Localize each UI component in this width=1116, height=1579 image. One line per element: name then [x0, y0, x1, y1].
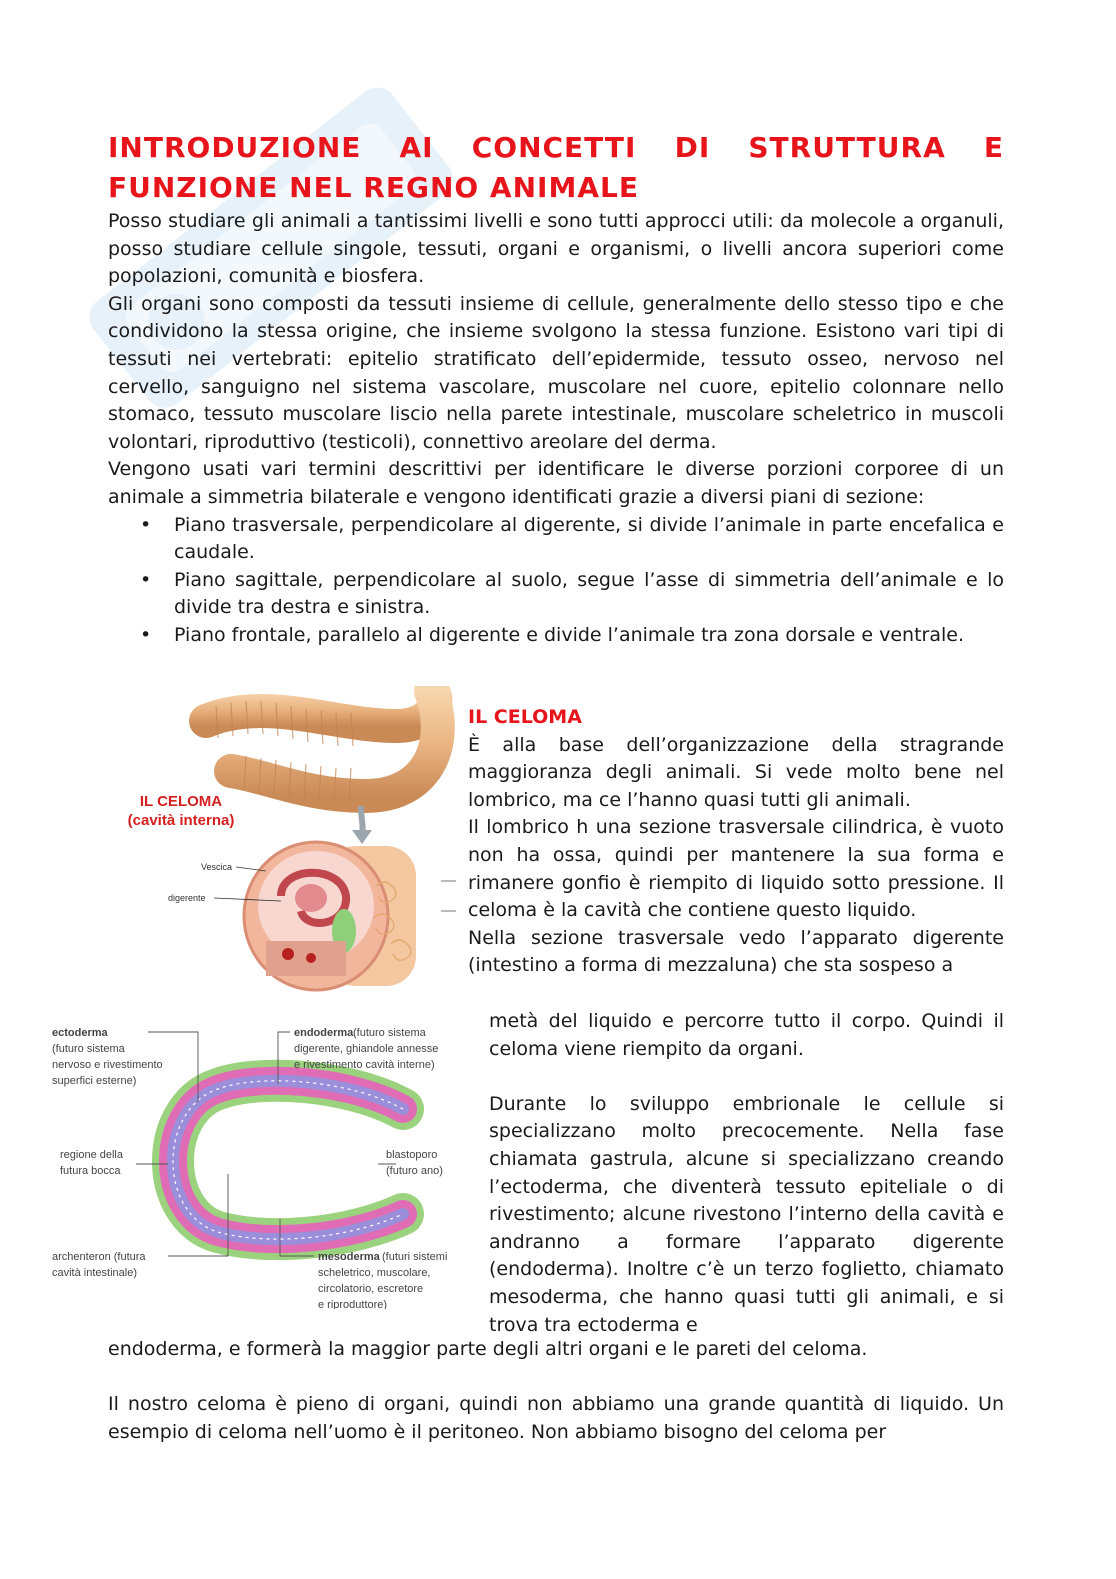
mesoderma-title: mesoderma: [318, 1251, 380, 1263]
fig-celoma-label: IL CELOMA: [139, 793, 223, 810]
endoderma-title: endoderma: [294, 1027, 354, 1039]
page-title: [108, 128, 1004, 208]
ectoderma-line-3: superfici esterne): [52, 1075, 137, 1087]
celoma-paragraph-4: Durante lo sviluppo embrionale le cellule si specializzano molto precocemente. Nella fase chiamata gastrula, alcune si specializzano creando l’ectoderma, che diventerà tessuto epiteliale o di rivestimento; alcune rivestono l’interno della cavità e andranno a formare l’apparato digerente (endoderma). Inoltre c’è un terzo foglietto, chiamato mesoderma, che hanno quasi tutti gli animali, e si trova tra ectoderma e: [489, 1092, 1004, 1336]
earthworm-figure: [106, 686, 456, 996]
mesoderma-line-4: e riproduttore): [318, 1299, 388, 1309]
celoma-text-column-2: [489, 1008, 1004, 1339]
blastoporo-line-1: blastoporo: [386, 1149, 438, 1161]
spacer: [108, 1364, 1004, 1392]
celoma-paragraph-3b: metà del liquido e percorre tutto il corpo. Quindi il celoma viene riempito da organi.: [489, 1010, 1004, 1060]
gastrula-figure: [48, 1014, 468, 1309]
celoma-paragraph-1: È alla base dell’organizzazione della stragrande maggioranza degli animali. Si vede molto bene nel lombrico, ma ce l’hanno quasi tutti gli animali.: [468, 733, 1004, 811]
mesoderma-line-2: scheletrico, muscolare,: [318, 1267, 431, 1279]
page-title-line-2: FUNZIONE NEL REGNO ANIMALE: [108, 171, 639, 204]
mesoderma-line-1: (futuri sistemi: [382, 1251, 448, 1263]
endoderma-line-2: digerente, ghiandole annesse: [294, 1043, 439, 1055]
celoma-paragraph-4-end: endoderma, e formerà la maggior parte degli altri organi e le pareti del celoma.: [108, 1338, 868, 1360]
page-title-line-1: INTRODUZIONE AI CONCETTI DI STRUTTURA E: [108, 131, 1004, 164]
paragraph-tissues: Gli organi sono composti da tessuti insieme di cellule, generalmente dello stesso tipo e che condividono la stessa origine, che insieme svolgono la stessa funzione. Esistono vari tipi di tessuti nei vertebrati: epitelio stratificato dell’epidermide, tessuto osseo, nervoso nel cervello, sanguigno nel sistema vascolare, muscolare nel cuore, epitelio colonnare nello stomaco, tessuto muscolare liscio nella parete intestinale, muscolare scheletrico in muscoli volontari, riproduttivo (testicoli), connettivo areolare del derma.: [108, 292, 1004, 453]
list-item: • Piano frontale, parallelo al digerente e divide l’animale tra zona dorsale e ventrale.: [174, 622, 1004, 650]
celoma-paragraph-3a: Nella sezione trasversale vedo l’apparato digerente (intestino a forma di mezzaluna) che sta sospeso a: [468, 926, 1004, 977]
celoma-heading: IL CELOMA: [468, 706, 582, 728]
list-item: • Piano trasversale, perpendicolare al digerente, si divide l’animale in parte encefalica e caudale.: [174, 512, 1004, 567]
ectoderma-title: ectoderma: [52, 1027, 108, 1039]
ectoderma-line-1: (futuro sistema: [52, 1043, 125, 1055]
planes-list: [108, 512, 1004, 650]
fig-cavita-label: (cavità interna): [127, 812, 235, 829]
bottom-text: [108, 1336, 1004, 1446]
ectoderma-line-2: nervoso e rivestimento: [52, 1059, 163, 1071]
blastoporo-line-2: (futuro ano): [386, 1165, 443, 1177]
main-content: [108, 128, 1004, 650]
paragraph-levels: Posso studiare gli animali a tantissimi livelli e sono tutti approcci utili: da molecole a organuli, posso studiare cellule singole, tessuti, organi e organismi, o livelli ancora superiori come popolazioni, comunità e biosfera.: [108, 210, 1004, 288]
endoderma-line-1: (futuro sistema: [353, 1027, 426, 1039]
mesoderma-line-3: circolatorio, escretore: [318, 1283, 424, 1295]
regione-line-2: futura bocca: [60, 1165, 121, 1177]
spacer: [489, 1063, 1004, 1091]
regione-line-1: regione della: [60, 1149, 123, 1161]
paragraph-planes-intro: Vengono usati vari termini descrittivi per identificare le diverse porzioni corporee di un animale a simmetria bilaterale e vengono identificati grazie a diversi piani di sezione:: [108, 458, 1004, 508]
celoma-text-column: [468, 704, 1004, 980]
fig-digerente-label: digerente: [168, 893, 206, 903]
archenteron-line-2: cavità intestinale): [52, 1267, 137, 1279]
celoma-paragraph-2: Il lombrico h una sezione trasversale cilindrica, è vuoto non ha ossa, quindi per mantenere la sua forma e rimanere gonfio è riempito di liquido sotto pressione. Il celoma è la cavità che contiene questo liquido.: [468, 816, 1004, 922]
list-item: • Piano sagittale, perpendicolare al suolo, segue l’asse di simmetria dell’animale e lo divide tra destra e sinistra.: [174, 567, 1004, 622]
archenteron-line-1: archenteron (futura: [52, 1251, 146, 1263]
fig-vescica-label: Vescica: [201, 862, 233, 872]
paragraph-peritoneo: Il nostro celoma è pieno di organi, quindi non abbiamo una grande quantità di liquido. Un esempio di celoma nell’uomo è il peritoneo. Non abbiamo bisogno del celoma per: [108, 1393, 1004, 1443]
endoderma-line-3: e rivestimento cavità interne): [294, 1059, 435, 1071]
